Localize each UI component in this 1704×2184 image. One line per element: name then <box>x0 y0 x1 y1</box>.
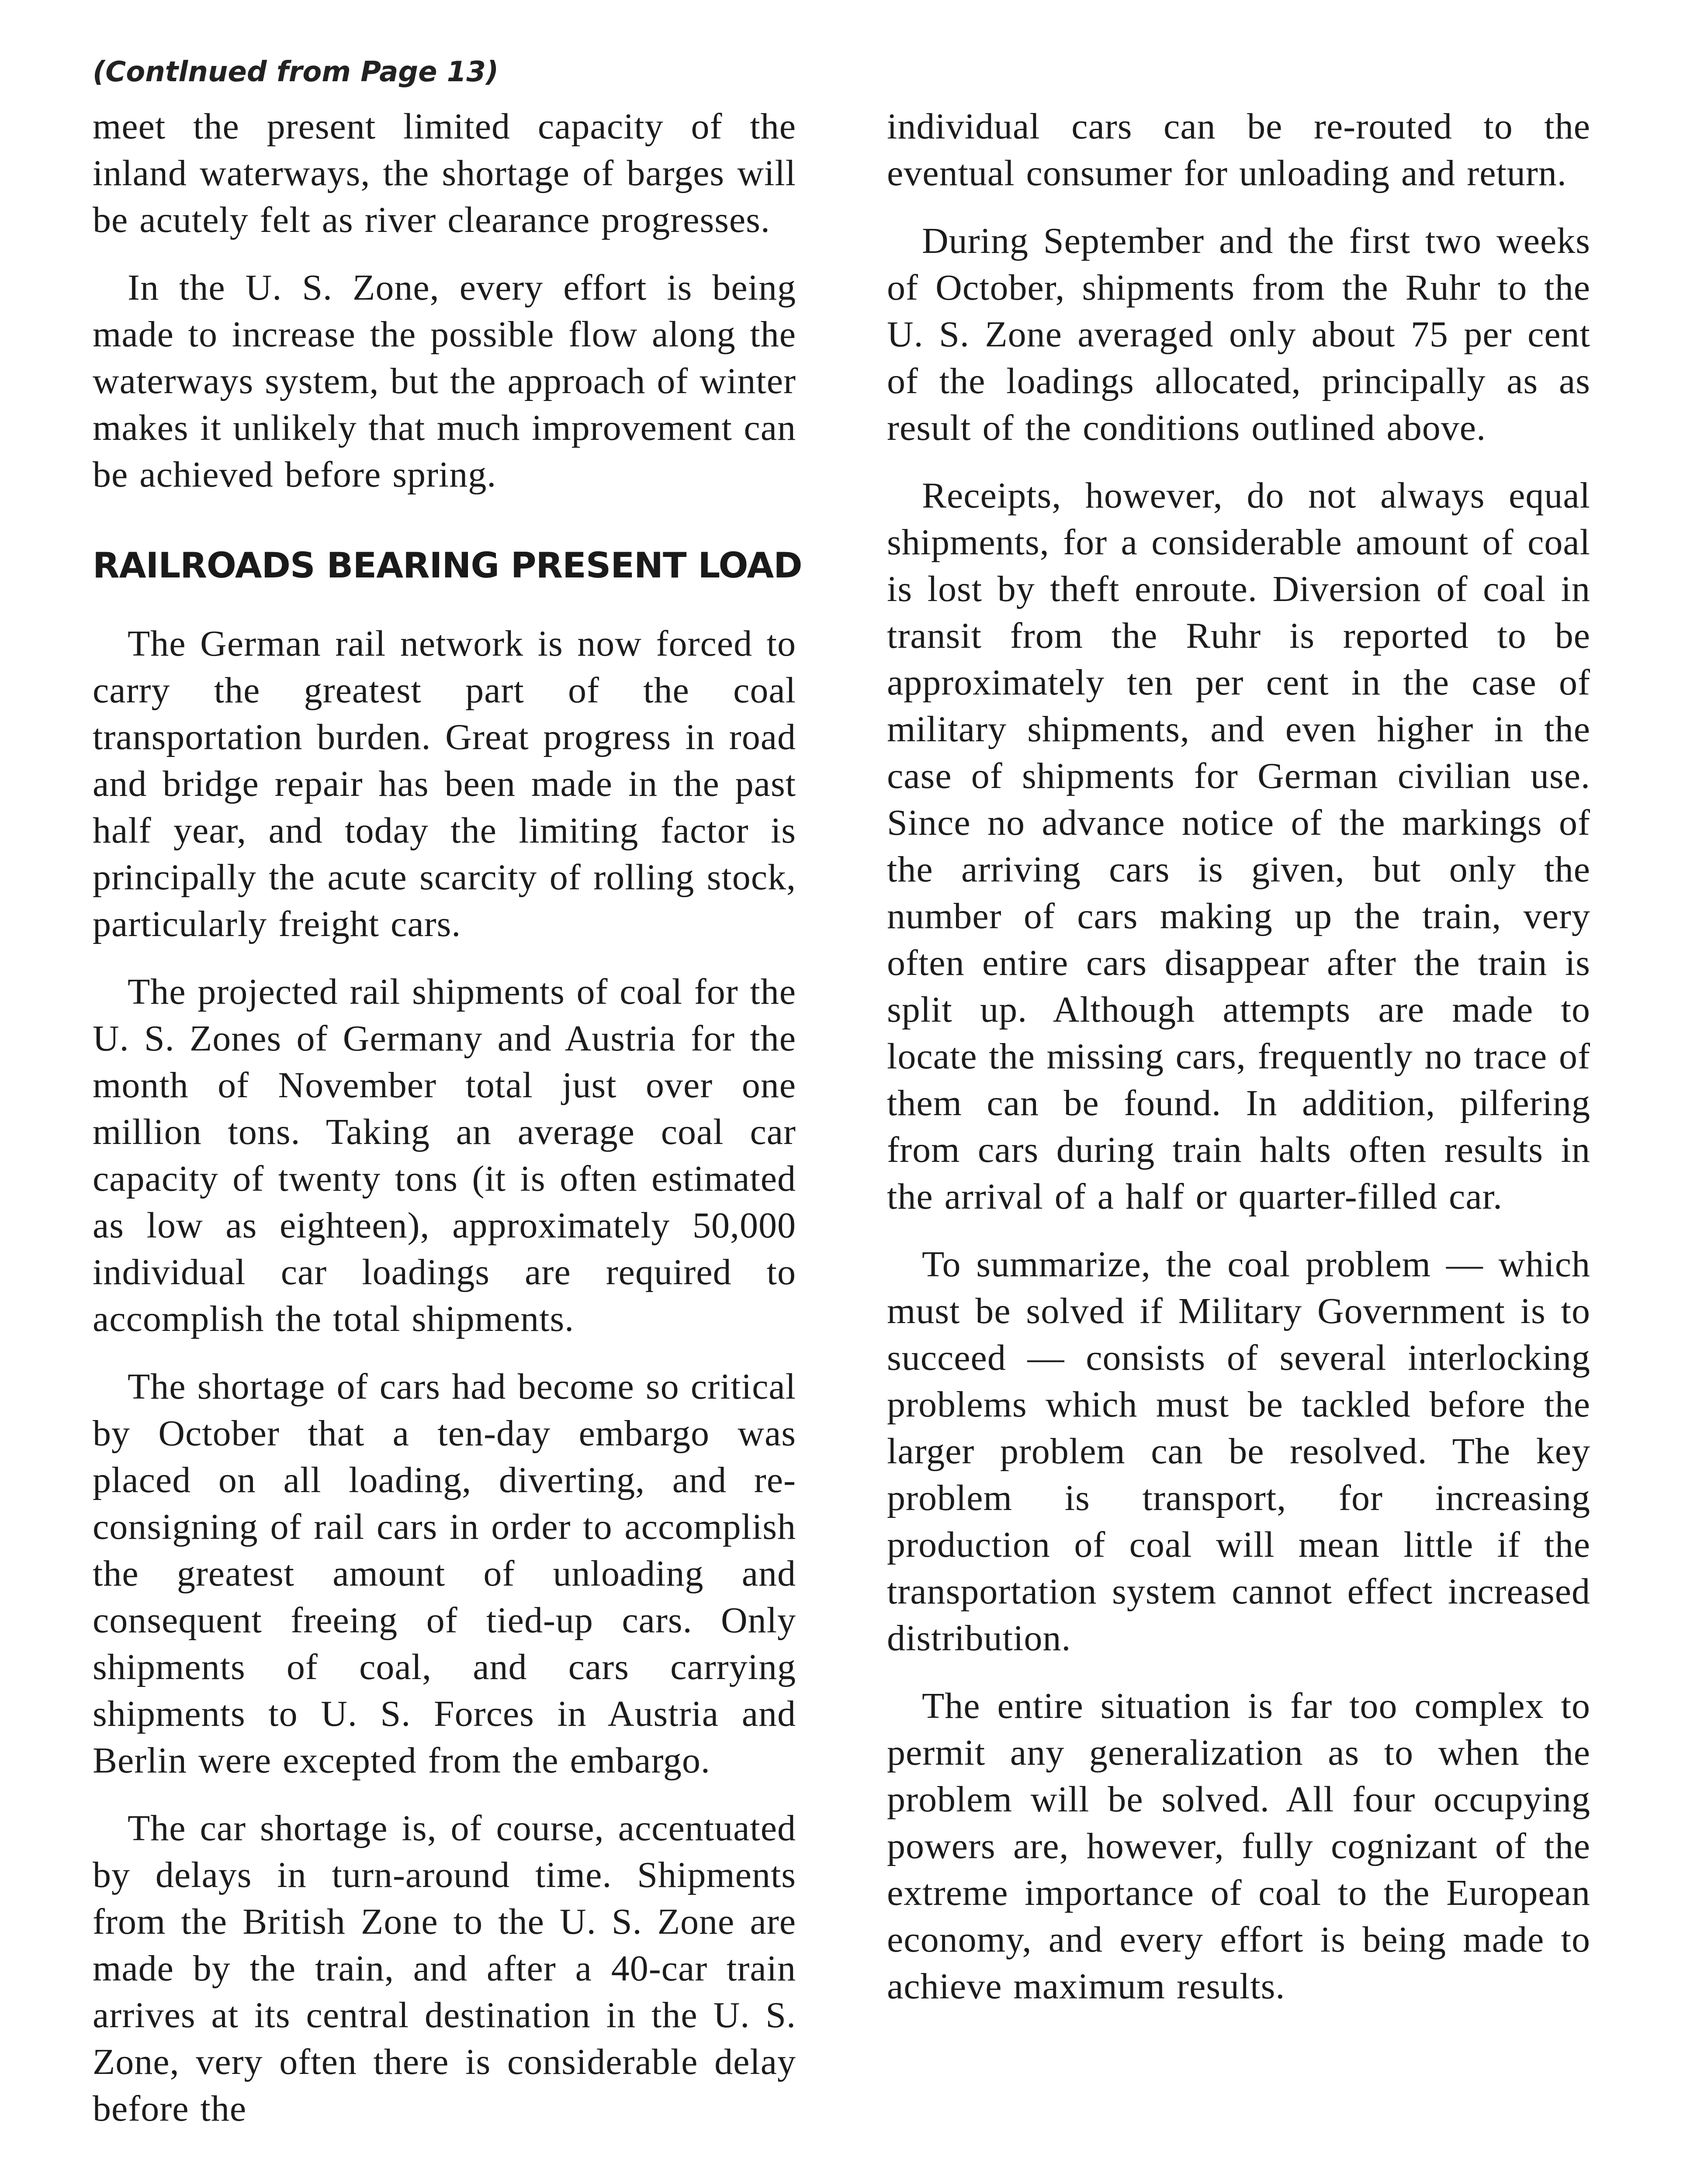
paragraph: The projected rail shipments of coal for the U. S. Zones of Germany and Austria for the month of November total just over one million tons. Taking an average coal car capacity of twenty tons (it is often estimated as low as eighteen), approximately 50,000 individual car loadings are required to accomplish the total shipments. <box>93 971 796 1339</box>
paragraph: individual cars can be re-routed to the eventual consumer for unloading and return. <box>887 106 1590 194</box>
paragraph: The German rail network is now forced to carry the greatest part of the coal transportation burden. Great progress in road and bridge repair has been made in the past half year, and today the limiting factor is principally the acute scarcity of rolling stock, particularly freight cars. <box>93 623 796 944</box>
paragraph: Receipts, however, do not always equal shipments, for a considerable amount of coal is lost by theft enroute. Diversion of coal in transit from the Ruhr is reported to be approximately ten per cent in the case of military shipments, and even higher in the case of shipments for German civilian use. Since no advance notice of the markings of the arriving cars is given, but only the number of cars making up the train, very often entire cars disappear after the train is split up. Although attempts are made to locate the missing cars, frequently no trace of them can be found. In addition, pilfering from cars during train halts often results in the arrival of a half or quarter-filled car. <box>887 475 1590 1217</box>
paragraph: During September and the first two weeks of October, shipments from the Ruhr to the U. S. Zone averaged only about 75 per cent of the loadings allocated, principally as as result of the conditions outlined above. <box>887 221 1590 448</box>
paragraph: The entire situation is far too complex to permit any generalization as to when the problem will be solved. All four occupying powers are, however, fully cognizant of the extreme importance of coal to the European economy, and every effort is being made to achieve maximum results. <box>887 1686 1590 2007</box>
paragraph: To summarize, the coal problem — which must be solved if Military Government is to succeed — consists of several interlocking problems which must be tackled before the larger problem can be resolved. The key problem is transport, for increasing production of coal will mean little if the transportation system cannot effect increased distribution. <box>887 1244 1590 1659</box>
paragraph: In the U. S. Zone, every effort is being made to increase the possible flow along the waterways system, but the approach of winter makes it unlikely that much improvement can be achieved before spring. <box>93 267 796 495</box>
right-column <box>887 103 1590 2031</box>
paragraph: meet the present limited capacity of the inland waterways, the shortage of barges will be acutely felt as river clearance progresses. <box>93 106 796 240</box>
continued-from-note: (Contlnued from Page 13) <box>93 56 499 88</box>
paragraph: The shortage of cars had become so critical by October that a ten-day embargo was placed on all loading, diverting, and re-consigning of rail cars in order to accomplish the greatest amount of unloading and consequent freeing of tied-up cars. Only shipments of coal, and cars carrying shipments to U. S. Forces in Austria and Berlin were excepted from the embargo. <box>93 1366 796 1781</box>
section-heading: RAILROADS BEARING PRESENT LOAD <box>93 545 802 586</box>
paragraph: The car shortage is, of course, accentuated by delays in turn-around time. Shipments from the British Zone to the U. S. Zone are made by the train, and after a 40-car train arrives at its central destination in the U. S. Zone, very often there is considerable delay before the <box>93 1808 796 2129</box>
left-column <box>93 103 802 2153</box>
